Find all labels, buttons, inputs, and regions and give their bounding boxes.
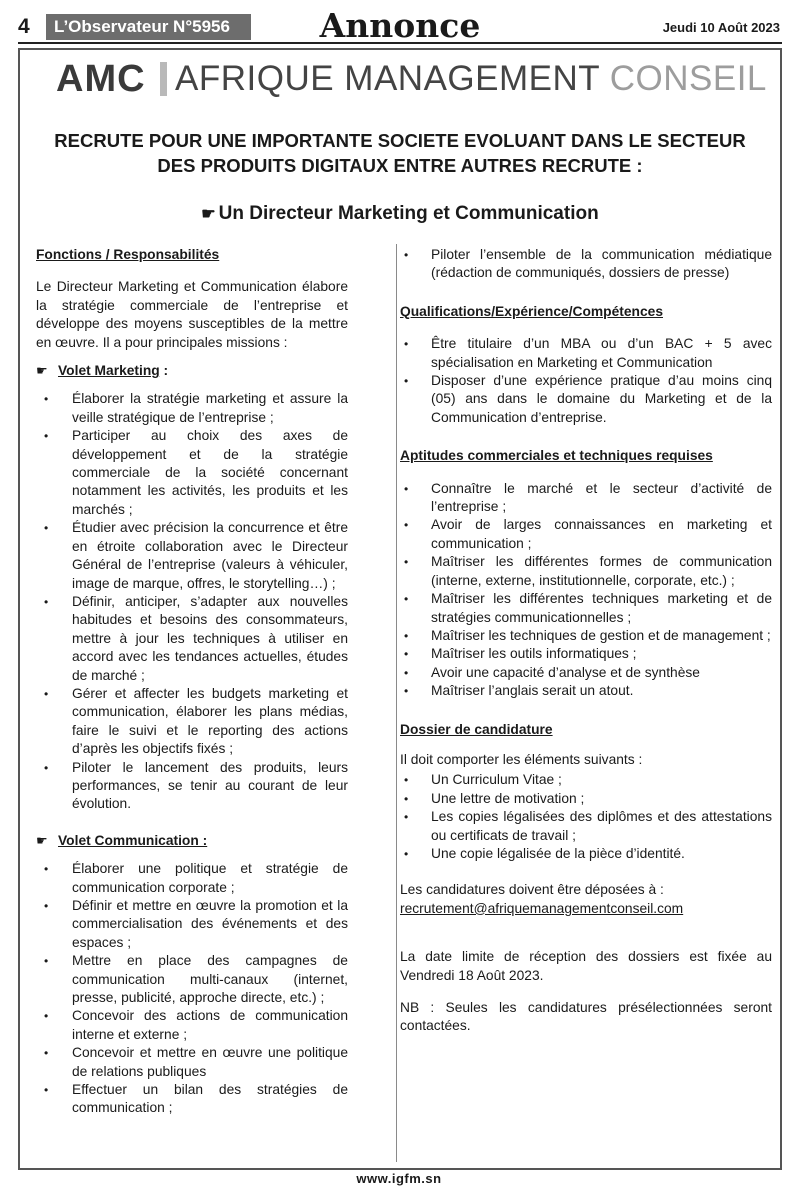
communication-list: [36, 860, 348, 1118]
qualifications-title: Qualifications/Expérience/Compétences: [400, 303, 663, 319]
list-item: • Avoir de larges connaissances en marketing et communication ;: [400, 516, 772, 553]
pointing-hand-icon: ☛: [201, 206, 216, 223]
functions-intro: Le Directeur Marketing et Communication élabore la stratégie commerciale de l’entreprise et développe des moyens susceptibles de la mettre en œuvre. Il a pour principales missions :: [36, 279, 348, 350]
left-column: [36, 246, 348, 1118]
list-item: • Maîtriser les différentes formes de communication (interne, externe, institutionnelle, corporate, etc.) ;: [400, 553, 772, 590]
list-item: • Définir et mettre en œuvre la promotion et la commercialisation des événements et des espaces ;: [36, 897, 348, 952]
pointing-hand-icon: ☛: [36, 832, 48, 848]
job-position: [30, 201, 770, 228]
marketing-colon: :: [159, 363, 169, 379]
headline-line-2: DES PRODUITS DIGITAUX ENTRE AUTRES RECRUTE :: [157, 155, 643, 176]
marketing-list: [36, 390, 348, 813]
communication-list-continued: [400, 246, 772, 283]
pointing-hand-icon: ☛: [36, 363, 48, 379]
list-item: • Piloter le lancement des produits, leurs performances, se tenir au courant de leur évolution.: [36, 759, 348, 814]
logo-name-dark: AFRIQUE MANAGEMENT: [175, 59, 610, 98]
list-item: • Connaître le marché et le secteur d’activité de l’entreprise ;: [400, 480, 772, 517]
list-item: • Avoir une capacité d’analyse et de synthèse: [400, 664, 772, 682]
column-divider: [396, 244, 397, 1162]
list-item: • Concevoir des actions de communication interne et externe ;: [36, 1007, 348, 1044]
aptitudes-title: Aptitudes commerciales et techniques requises: [400, 448, 713, 464]
list-item: • Un Curriculum Vitae ;: [400, 771, 772, 789]
dossier-list: [400, 771, 772, 863]
logo-separator: [160, 62, 167, 96]
list-item: • Maîtriser l’anglais serait un atout.: [400, 682, 772, 700]
newspaper-name: L’Observateur N°5956: [46, 14, 251, 40]
list-item: • Maîtriser les différentes techniques marketing et de stratégies communicationnelles ;: [400, 590, 772, 627]
list-item: • Maîtriser les outils informatiques ;: [400, 645, 772, 663]
qualifications-list: [400, 335, 772, 427]
deadline-text: La date limite de réception des dossiers est fixée au Vendredi 18 Août 2023.: [400, 949, 772, 983]
list-item: • Effectuer un bilan des stratégies de communication ;: [36, 1081, 348, 1118]
list-item: • Disposer d’une expérience pratique d’au moins cinq (05) ans dans le domaine du Marketing et de la Communication d’entreprise.: [400, 372, 772, 427]
functions-title: Fonctions / Responsabilités: [36, 247, 220, 262]
logo-name-light: CONSEIL: [609, 59, 767, 98]
list-item: • Les copies légalisées des diplômes et des attestations ou certificats de travail ;: [400, 808, 772, 845]
communication-subtitle: [36, 832, 348, 850]
logo-acronym: AMC: [56, 58, 146, 100]
marketing-subtitle: [36, 362, 348, 380]
list-item: • Étudier avec précision la concurrence et être en étroite collaboration avec le Directeur Général de l’entreprise (valeurs à véhiculer, image de marque, offres, le storytelling…) ;: [36, 519, 348, 593]
list-item: • Maîtriser les techniques de gestion et de management ;: [400, 627, 772, 645]
list-item: • Participer au choix des axes de développement et de la stratégie commerciale de la société concernant notamment les activités, les produits et les marchés ;: [36, 427, 348, 519]
nb-text: NB : Seules les candidatures présélectionnées seront contactées.: [400, 1000, 772, 1034]
list-item: • Gérer et affecter les budgets marketing et communication, élaborer les plans médias, faire le suivi et le reporting des actions d’après les objectifs fixés ;: [36, 685, 348, 759]
list-item: • Une copie légalisée de la pièce d’identité.: [400, 845, 772, 863]
list-item: • Élaborer une politique et stratégie de communication corporate ;: [36, 860, 348, 897]
page-number: 4: [18, 14, 42, 40]
recruitment-headline: [30, 128, 770, 178]
list-item: • Être titulaire d’un MBA ou d’un BAC + 5 avec spécialisation en Marketing et Communication: [400, 335, 772, 372]
list-item: • Une lettre de motivation ;: [400, 790, 772, 808]
section-title: Annonce: [319, 6, 481, 45]
right-column: [400, 246, 772, 1036]
issue-date: Jeudi 10 Août 2023: [662, 20, 780, 35]
aptitudes-list: [400, 480, 772, 701]
page-header: [18, 8, 782, 44]
list-item: • Élaborer la stratégie marketing et assure la veille stratégique de l’entreprise ;: [36, 390, 348, 427]
communication-title: Volet Communication :: [58, 832, 208, 848]
list-item: • Concevoir et mettre en œuvre une politique de relations publiques: [36, 1044, 348, 1081]
list-item: • Piloter l’ensemble de la communication médiatique (rédaction de communiqués, dossiers de presse): [400, 246, 772, 283]
marketing-title: Volet Marketing: [58, 363, 160, 379]
logo-company-name: [175, 59, 767, 99]
deposit-text: Les candidatures doivent être déposées à :: [400, 882, 664, 898]
headline-line-1: RECRUTE POUR UNE IMPORTANTE SOCIETE EVOLUANT DANS LE SECTEUR: [54, 130, 746, 151]
application-email-link[interactable]: recrutement@afriquemanagementconseil.com: [400, 900, 684, 916]
job-title: Un Directeur Marketing et Communication: [218, 203, 599, 224]
company-logo: [40, 56, 767, 100]
website-footer: www.igfm.sn: [356, 1171, 442, 1186]
dossier-intro: Il doit comporter les éléments suivants :: [400, 751, 643, 767]
list-item: • Définir, anticiper, s’adapter aux nouvelles habitudes et besoins des consommateurs, mettre à jour les techniques à utiliser en accord avec les tendances actuelles, études de marché ;: [36, 593, 348, 685]
list-item: • Mettre en place des campagnes de communication multi-canaux (internet, presse, publicité, approche directe, etc.) ;: [36, 952, 348, 1007]
dossier-title: Dossier de candidature: [400, 721, 553, 737]
